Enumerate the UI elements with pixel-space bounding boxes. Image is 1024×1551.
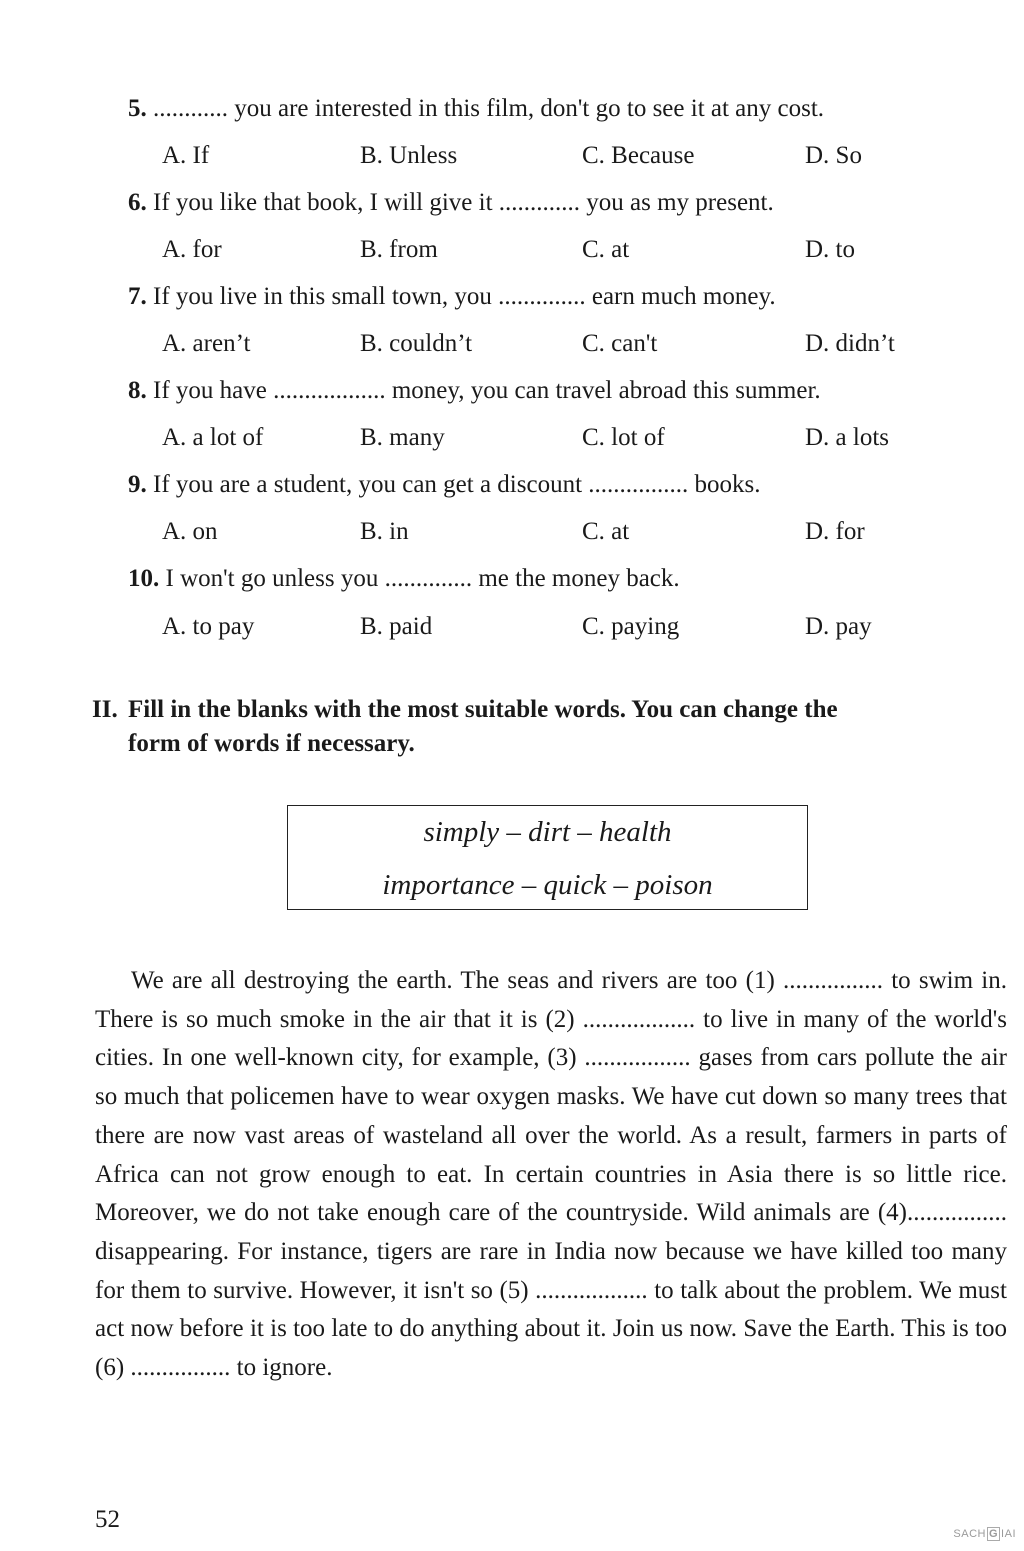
question-6 xyxy=(128,189,774,217)
watermark-right: IAI xyxy=(1001,1528,1016,1540)
question-text: If you have .................. money, you can travel abroad this summer. xyxy=(153,377,821,404)
question-text: If you live in this small town, you .............. earn much money. xyxy=(153,283,776,310)
word-box xyxy=(287,805,808,910)
question-9 xyxy=(128,471,761,499)
question-10 xyxy=(128,565,680,593)
section-heading xyxy=(92,693,1012,761)
option-d: D. So xyxy=(805,142,862,169)
passage-paragraph: We are all destroying the earth. The seas and rivers are too (1) ................ to swim in. There is so much smoke in the air that it is (2) .................. to live in many of the world's cities. In one well-known city, for example, (3) ................. gases from cars pollute the air so much that policemen have to wear oxygen masks. We have cut down so many trees that there are now vast areas of wasteland all over the world. As a result, farmers in parts of Africa can not grow enough to eat. In certain countries in Asia there is so little rice. Moreover, we do not take enough care of the countryside. Wild animals are (4)................ disappearing. For instance, tigers are rare in India now because we have killed too many for them to survive. However, it isn't so (5) .................. to talk about the problem. We must act now before it is too late to do anything about it. Join us now. Save the Earth. This is too (6) ................ to ignore. xyxy=(95,967,1007,1382)
question-5 xyxy=(128,95,824,123)
question-text: If you like that book, I will give it ............. you as my present. xyxy=(153,189,774,216)
section-heading-line-1 xyxy=(92,693,1012,727)
question-text: I won't go unless you .............. me the money back. xyxy=(165,565,680,592)
section-number: II. xyxy=(92,696,118,723)
question-text: If you are a student, you can get a discount ................ books. xyxy=(153,471,761,498)
watermark-left: SACH xyxy=(953,1528,986,1540)
option-b: B. from xyxy=(360,236,438,263)
option-a: A. to pay xyxy=(162,613,255,640)
question-number: 8. xyxy=(128,377,147,404)
option-a: A. on xyxy=(162,518,218,545)
option-a: A. for xyxy=(162,236,222,263)
watermark-mark: G xyxy=(988,1528,999,1540)
option-c: C. at xyxy=(582,518,630,545)
page-number: 52 xyxy=(95,1506,120,1533)
option-b: B. paid xyxy=(360,613,433,640)
option-b: B. Unless xyxy=(360,142,458,169)
option-c: C. can't xyxy=(582,330,658,357)
option-d: D. a lots xyxy=(805,424,890,451)
option-c: C. Because xyxy=(582,142,695,169)
option-b: B. many xyxy=(360,424,445,451)
option-b: B. couldn’t xyxy=(360,330,473,357)
question-number: 10. xyxy=(128,565,160,592)
question-number: 7. xyxy=(128,283,147,310)
option-d: D. to xyxy=(805,236,855,263)
question-7 xyxy=(128,283,776,311)
question-text: ............ you are interested in this film, don't go to see it at any cost. xyxy=(153,95,825,122)
question-number: 9. xyxy=(128,471,147,498)
option-c: C. paying xyxy=(582,613,680,640)
option-d: D. didn’t xyxy=(805,330,895,357)
option-b: B. in xyxy=(360,518,409,545)
word-box-row-1: simply – dirt – health xyxy=(423,816,672,848)
option-a: A. aren’t xyxy=(162,330,251,357)
question-8 xyxy=(128,377,821,405)
section-heading-line-2: form of words if necessary. xyxy=(128,730,415,757)
option-d: D. pay xyxy=(805,613,872,640)
question-number: 6. xyxy=(128,189,147,216)
option-d: D. for xyxy=(805,518,865,545)
question-number: 5. xyxy=(128,95,147,122)
option-c: C. lot of xyxy=(582,424,665,451)
section-instruction: Fill in the blanks with the most suitable words. You can change the xyxy=(128,696,838,723)
watermark-logo xyxy=(953,1527,1016,1541)
word-box-row-2: importance – quick – poison xyxy=(382,869,713,901)
option-c: C. at xyxy=(582,236,630,263)
option-a: A. If xyxy=(162,142,210,169)
reading-passage xyxy=(95,962,1007,1388)
option-a: A. a lot of xyxy=(162,424,264,451)
